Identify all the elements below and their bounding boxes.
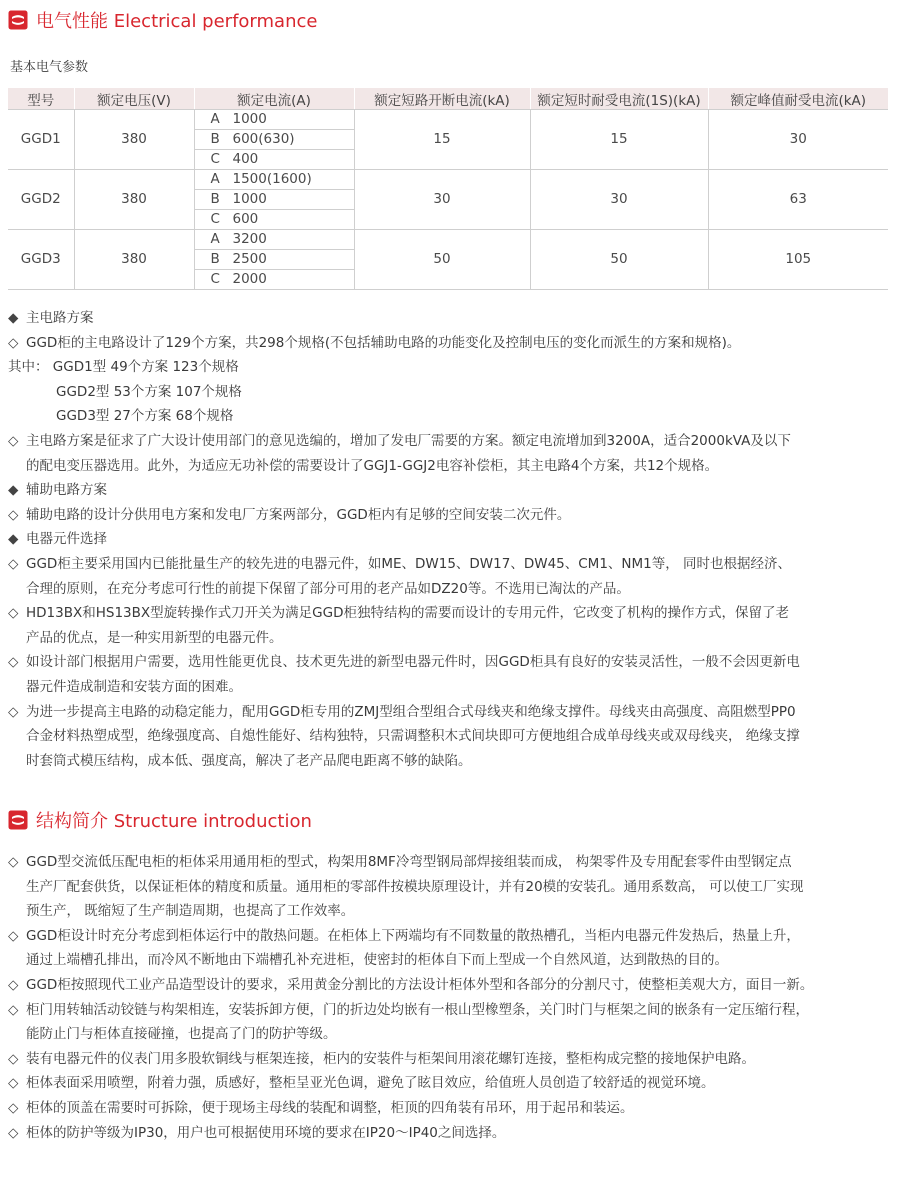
text-line <box>8 380 892 405</box>
current-value: 2000 <box>232 271 267 287</box>
line-text: 合金材料热塑成型，绝缘强度高、自熄性能好、结构独特，只需调整积木式间块即可方便地组合成单母线夹或双母线夹， 绝缘支撑 <box>26 728 800 745</box>
breaking-current-cell: 15 <box>354 110 530 170</box>
column-header: 额定电流(A) <box>194 88 354 110</box>
current-value: 3200 <box>232 231 267 247</box>
current-value: 2500 <box>232 251 267 267</box>
line-text: GGD柜主要采用国内已能批量生产的较先进的电器元件，如ME、DW15、DW17、DW45、CM1、NM1等， 同时也根据经济、 <box>26 555 792 572</box>
current-value: 1500(1600) <box>232 171 312 187</box>
table-row <box>8 170 888 190</box>
peak-current-cell: 63 <box>708 170 888 230</box>
current-grade: B <box>210 131 220 147</box>
current-cell <box>194 270 354 290</box>
line-text: GGD3型 27个方案 68个规格 <box>56 408 234 425</box>
line-text: 生产厂配套供货，以保证柜体的精度和质量。通用柜的零部件按模块原理设计，并有20模的安装孔。通用系数高， 可以使工厂实现 <box>26 878 804 895</box>
current-grade: A <box>210 171 220 187</box>
line-text: HD13BX和HS13BX型旋转操作式刀开关为满足GGD柜独特结构的需要而设计的专用元件，它改变了机构的操作方式，保留了老 <box>26 605 789 622</box>
section-title: 结构简介 Structure introduction <box>36 811 312 832</box>
line-text: 主电路方案 <box>26 310 94 326</box>
text-line <box>8 306 892 331</box>
current-cell <box>194 190 354 210</box>
table-row <box>8 230 888 250</box>
table-subtitle: 基本电气参数 <box>10 60 89 75</box>
section-heading-electrical <box>8 6 317 34</box>
text-line <box>8 404 892 429</box>
line-text: 装有电器元件的仪表门用多股软铜线与框架连接，柜内的安装件与柜架间用滚花螺钉连接，整柜构成完整的接地保护电路。 <box>26 1050 755 1067</box>
line-text: 如设计部门根据用户需要，选用性能更优良、技术更先进的新型电器元件时，因GGD柜具有良好的安装灵活性，一般不会因更新电 <box>26 654 800 671</box>
short-time-current-cell: 15 <box>530 110 708 170</box>
line-text: GGD型交流低压配电柜的柜体采用通用柜的型式，构架用8MF冷弯型钢局部焊接组装而成， 构架零件及专用配套零件由型钢定点 <box>26 854 792 870</box>
ribbon-icon <box>8 810 28 830</box>
section-heading-structure <box>8 806 312 834</box>
diamond-bullet-icon: ◇ <box>8 1001 19 1018</box>
diamond-bullet-icon: ◇ <box>8 1075 19 1092</box>
diamond-bullet-icon: ◇ <box>8 605 19 622</box>
model-cell: GGD3 <box>8 230 74 290</box>
text-line <box>8 875 892 900</box>
column-header: 型号 <box>8 88 74 110</box>
line-text: 为进一步提高主电路的动稳定能力，配用GGD柜专用的ZMJ型组合型组合式母线夹和绝缘支撑件。母线夹由高强度、高阻燃型PP0 <box>26 703 796 720</box>
diamond-bullet-icon: ◇ <box>8 432 19 449</box>
column-header: 额定峰值耐受电流(kA) <box>708 88 888 110</box>
text-line <box>8 577 892 602</box>
diamond-bullet-icon: ◇ <box>8 1050 19 1067</box>
current-cell <box>194 210 354 230</box>
text-line <box>8 899 892 924</box>
line-text: 柜门用转轴活动铰链与构架相连，安装拆卸方便，门的折边处均嵌有一根山型橡塑条，关门时门与框架之间的嵌条有一定压缩行程， <box>26 1001 809 1018</box>
line-text: 产品的优点，是一种实用新型的电器元件。 <box>26 629 283 646</box>
diamond-bullet-icon: ◇ <box>8 1124 19 1141</box>
column-header: 额定短时耐受电流(1S)(kA) <box>530 88 708 110</box>
diamond-bullet-icon: ◇ <box>8 976 19 993</box>
peak-current-cell: 30 <box>708 110 888 170</box>
current-grade: B <box>210 191 220 207</box>
diamond-bullet-icon: ◇ <box>8 506 19 523</box>
text-line <box>8 429 892 454</box>
structure-content <box>8 850 892 1145</box>
filled-diamond-bullet-icon: ◆ <box>8 310 19 326</box>
ribbon-icon <box>8 10 28 30</box>
text-line <box>8 1047 892 1072</box>
text-line <box>8 1022 892 1047</box>
breaking-current-cell: 30 <box>354 170 530 230</box>
text-line <box>8 650 892 675</box>
table-row <box>8 110 888 130</box>
current-grade: C <box>210 271 220 287</box>
column-header: 额定电压(V) <box>74 88 194 110</box>
diamond-bullet-icon: ◇ <box>8 654 19 671</box>
peak-current-cell: 105 <box>708 230 888 290</box>
table-header-row <box>8 88 888 110</box>
text-line <box>8 331 892 356</box>
line-text: 其中： GGD1型 49个方案 123个规格 <box>8 359 239 376</box>
line-text: 合理的原则，在充分考虑可行性的前提下保留了部分可用的老产品如DZ20等。不选用已淘汰的产品。 <box>26 580 630 597</box>
text-line <box>8 1096 892 1121</box>
line-text: 柜体的防护等级为IP30，用户也可根据使用环境的要求在IP20～IP40之间选择。 <box>26 1124 506 1141</box>
text-line <box>8 724 892 749</box>
line-text: 器元件造成制造和安装方面的困难。 <box>26 678 242 695</box>
text-line <box>8 850 892 875</box>
voltage-cell: 380 <box>74 110 194 170</box>
text-line <box>8 626 892 651</box>
text-line <box>8 503 892 528</box>
line-text: 时套筒式模压结构，成本低、强度高，解决了老产品爬电距离不够的缺陷。 <box>26 752 472 769</box>
diamond-bullet-icon: ◇ <box>8 854 19 870</box>
line-text: GGD柜的主电路设计了129个方案，共298个规格(不包括辅助电路的功能变化及控制电压的变化而派生的方案和规格)。 <box>26 334 741 351</box>
line-text: 柜体表面采用喷塑，附着力强，质感好，整柜呈亚光色调，避免了眩目效应，给值班人员创造了较舒适的视觉环境。 <box>26 1075 715 1092</box>
line-text: 电器元件选择 <box>26 531 107 548</box>
diamond-bullet-icon: ◇ <box>8 703 19 720</box>
text-line <box>8 454 892 479</box>
current-cell <box>194 130 354 150</box>
line-text: GGD柜设计时充分考虑到柜体运行中的散热问题。在柜体上下两端均有不同数量的散热槽孔，当柜内电器元件发热后，热量上升， <box>26 927 800 944</box>
current-grade: C <box>210 211 220 227</box>
section-title: 电气性能 Electrical performance <box>36 11 318 32</box>
line-text: 能防止门与柜体直接碰撞，也提高了门的防护等级。 <box>26 1026 337 1043</box>
current-value: 600(630) <box>232 131 295 147</box>
current-value: 600 <box>232 211 259 227</box>
current-value: 1000 <box>232 111 267 127</box>
diamond-bullet-icon: ◇ <box>8 927 19 944</box>
line-text: 的配电变压器选用。此外，为适应无功补偿的需要设计了GGJ1-GGJ2电容补偿柜，其主电路4个方案，共12个规格。 <box>26 457 719 474</box>
text-line <box>8 924 892 949</box>
text-line <box>8 1071 892 1096</box>
diamond-bullet-icon: ◇ <box>8 555 19 572</box>
text-line <box>8 948 892 973</box>
electrical-content <box>8 306 892 773</box>
line-text: 主电路方案是征求了广大设计使用部门的意见选编的，增加了发电厂需要的方案。额定电流增加到3200A，适合2000kVA及以下 <box>26 432 791 449</box>
text-line <box>8 527 892 552</box>
line-text: 预生产， 既缩短了生产制造周期，也提高了工作效率。 <box>26 903 355 920</box>
short-time-current-cell: 30 <box>530 170 708 230</box>
line-text: 辅助电路的设计分供用电方案和发电厂方案两部分，GGD柜内有足够的空间安装二次元件。 <box>26 506 571 523</box>
short-time-current-cell: 50 <box>530 230 708 290</box>
current-cell <box>194 250 354 270</box>
line-text: GGD柜按照现代工业产品造型设计的要求，采用黄金分割比的方法设计柜体外型和各部分的分割尺寸，使整柜美观大方，面目一新。 <box>26 976 814 993</box>
diamond-bullet-icon: ◇ <box>8 1099 19 1116</box>
current-value: 400 <box>232 151 259 167</box>
line-text: 通过上端槽孔排出，而冷风不断地由下端槽孔补充进柜，使密封的柜体自下而上型成一个自然风道，达到散热的目的。 <box>26 952 728 969</box>
voltage-cell: 380 <box>74 170 194 230</box>
text-line <box>8 1121 892 1146</box>
text-line <box>8 749 892 774</box>
line-text: 辅助电路方案 <box>26 482 107 499</box>
breaking-current-cell: 50 <box>354 230 530 290</box>
current-cell <box>194 170 354 190</box>
text-line <box>8 973 892 998</box>
line-text: 柜体的顶盖在需要时可拆除，便于现场主母线的装配和调整，柜顶的四角装有吊环，用于起吊和装运。 <box>26 1099 634 1116</box>
text-line <box>8 998 892 1023</box>
text-line <box>8 601 892 626</box>
voltage-cell: 380 <box>74 230 194 290</box>
parameters-table <box>8 88 888 290</box>
current-grade: C <box>210 151 220 167</box>
text-line <box>8 478 892 503</box>
text-line <box>8 700 892 725</box>
current-cell <box>194 230 354 250</box>
text-line <box>8 675 892 700</box>
filled-diamond-bullet-icon: ◆ <box>8 482 19 499</box>
text-line <box>8 552 892 577</box>
current-grade: A <box>210 111 220 127</box>
current-grade: A <box>210 231 220 247</box>
current-value: 1000 <box>232 191 267 207</box>
filled-diamond-bullet-icon: ◆ <box>8 531 19 548</box>
model-cell: GGD1 <box>8 110 74 170</box>
model-cell: GGD2 <box>8 170 74 230</box>
current-cell <box>194 110 354 130</box>
current-grade: B <box>210 251 220 267</box>
diamond-bullet-icon: ◇ <box>8 334 19 351</box>
column-header: 额定短路开断电流(kA) <box>354 88 530 110</box>
line-text: GGD2型 53个方案 107个规格 <box>56 383 242 400</box>
text-line <box>8 355 892 380</box>
current-cell <box>194 150 354 170</box>
